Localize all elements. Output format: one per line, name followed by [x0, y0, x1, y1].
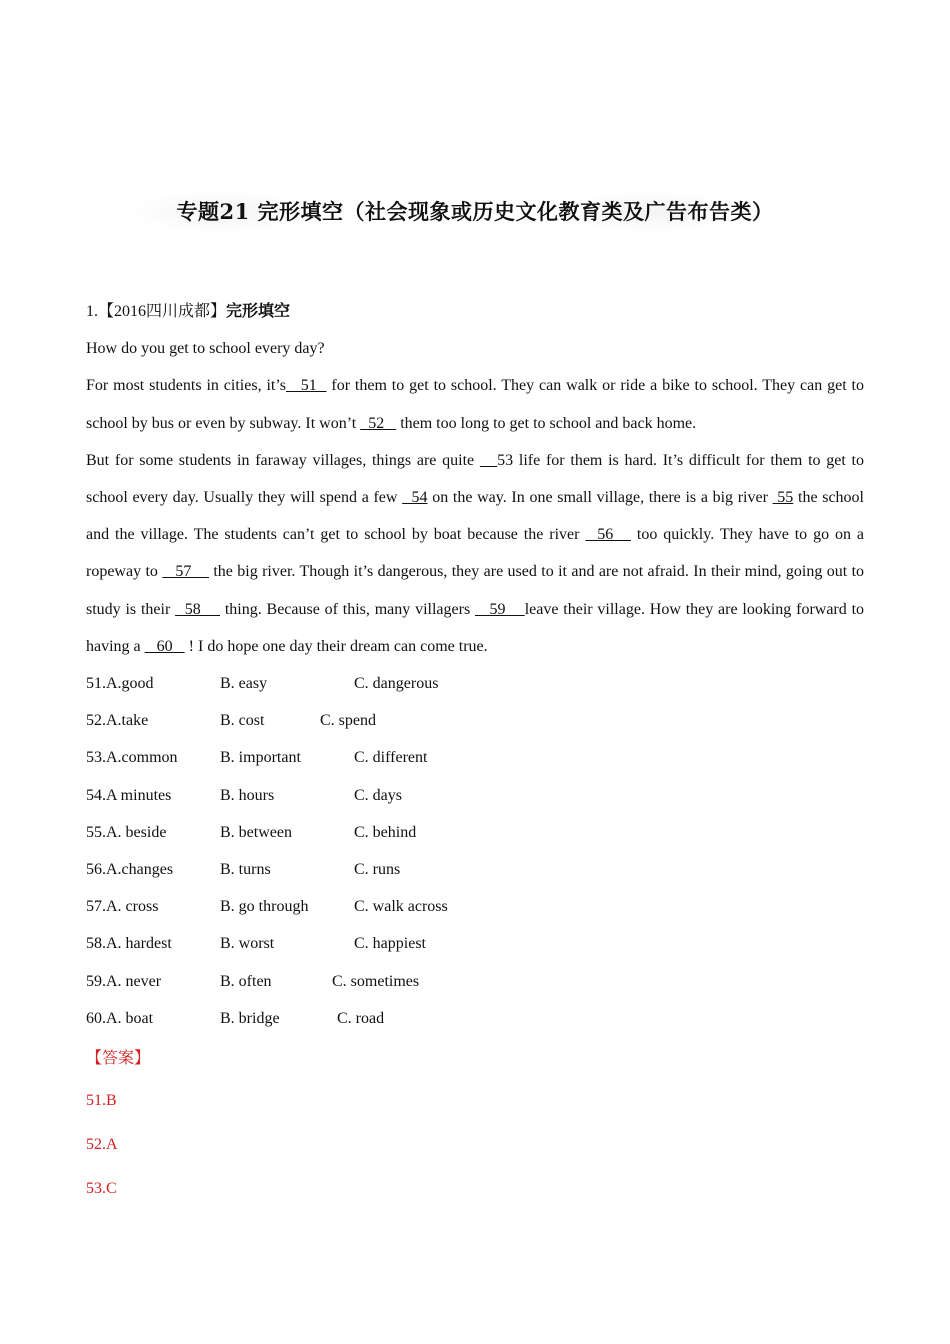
passage-text: leave their village. How they are looking forward to having a — [86, 600, 865, 655]
passage-text: for them to get to school. They can walk or ride a bike to school. They can get to school by bus or even by subway. It won’t — [86, 377, 864, 432]
option-c: C. runs — [354, 860, 401, 878]
option-row — [86, 665, 864, 702]
option-a: 53.A.common — [86, 749, 178, 767]
option-a: 59.A. never — [86, 972, 162, 990]
option-row — [86, 702, 864, 739]
option-a: 56.A.changes — [86, 860, 174, 878]
blank-55: 55 — [772, 488, 794, 506]
option-c: C. days — [354, 786, 402, 804]
option-a: 55.A. beside — [86, 823, 167, 841]
blank-59: 59 — [475, 600, 525, 618]
passage-paragraph-2 — [86, 442, 864, 665]
option-c: C. sometimes — [332, 972, 420, 990]
blank-51: 51 — [286, 377, 327, 395]
options-list — [86, 665, 864, 1037]
blank-52: 52 — [360, 414, 397, 432]
option-a: 60.A. boat — [86, 1009, 154, 1027]
option-row — [86, 888, 864, 925]
passage-text: For most students in cities, it’s — [86, 377, 287, 395]
page-title: 专题21 完形填空（社会现象或历史文化教育类及广告布告类） — [176, 199, 774, 224]
option-a: 57.A. cross — [86, 898, 159, 916]
answer-item: 52.A — [86, 1135, 118, 1153]
option-b: B. between — [220, 823, 292, 841]
option-a: 51.A.good — [86, 675, 154, 692]
page-title-area — [0, 190, 950, 234]
option-c: C. road — [337, 1009, 385, 1027]
passage-text: 53 life for them is hard. It’s difficult for them to get to school every day. Usually they will spend a few — [86, 451, 865, 506]
option-c: C. walk across — [354, 898, 448, 916]
passage-text: on the way. In one small village, there is a big river — [427, 488, 773, 506]
passage-text: the big river. Though it’s dangerous, they are used to it and are not afraid. In their mind, going out to study is their — [86, 563, 865, 618]
option-a: 52.A.take — [86, 712, 149, 730]
passage-text: ! I do hope one day their dream can come true. — [184, 637, 488, 655]
passage-text: the school and the village. The students can’t get to school by boat because the river — [86, 488, 865, 544]
option-b: B. easy — [220, 675, 268, 692]
blank-57: 57 — [162, 563, 209, 581]
option-b: B. turns — [220, 860, 271, 878]
answer-heading: 【答案】 — [86, 1049, 151, 1067]
option-c: C. dangerous — [354, 675, 439, 692]
blank-54: 54 — [402, 488, 428, 506]
option-a: 54.A minutes — [86, 786, 172, 804]
option-b: B. bridge — [220, 1009, 280, 1027]
passage-text: them too long to get to school and back home. — [396, 414, 697, 432]
option-row — [86, 925, 864, 962]
option-b: B. important — [220, 749, 301, 767]
option-c: C. behind — [354, 823, 417, 841]
blank-60: 60 — [144, 637, 185, 655]
blank-53 — [480, 452, 497, 469]
question-type: 完形填空 — [226, 303, 291, 320]
option-row — [86, 739, 864, 776]
option-c: C. happiest — [354, 935, 426, 953]
passage-text: thing. Because of this, many villagers — [220, 600, 475, 618]
passage-text: too quickly. They have to go on a ropeway to — [86, 526, 865, 581]
option-b: B. cost — [220, 712, 265, 730]
option-b: B. worst — [220, 935, 275, 953]
blank-56: 56 — [585, 526, 631, 544]
option-c: C. spend — [320, 712, 376, 730]
passage-intro: How do you get to school every day? — [86, 340, 325, 358]
option-a: 58.A. hardest — [86, 935, 172, 953]
option-row — [86, 851, 864, 888]
option-b: B. go through — [220, 898, 309, 916]
answer-item: 51.B — [86, 1091, 117, 1109]
question-number: 1. — [86, 303, 98, 320]
option-row — [86, 777, 864, 814]
option-row — [86, 963, 864, 1000]
option-row — [86, 814, 864, 851]
option-row — [86, 1000, 864, 1037]
option-b: B. often — [220, 972, 272, 990]
option-b: B. hours — [220, 786, 275, 804]
passage-text: But for some students in faraway villages, things are quite — [86, 451, 480, 469]
document-body — [86, 293, 864, 1211]
passage-paragraph-1 — [86, 367, 864, 441]
question-header — [86, 293, 864, 330]
question-source: 【2016四川成都】 — [98, 303, 227, 320]
answer-item: 53.C — [86, 1179, 117, 1197]
blank-58: 58 — [175, 600, 220, 618]
option-c: C. different — [354, 749, 428, 767]
